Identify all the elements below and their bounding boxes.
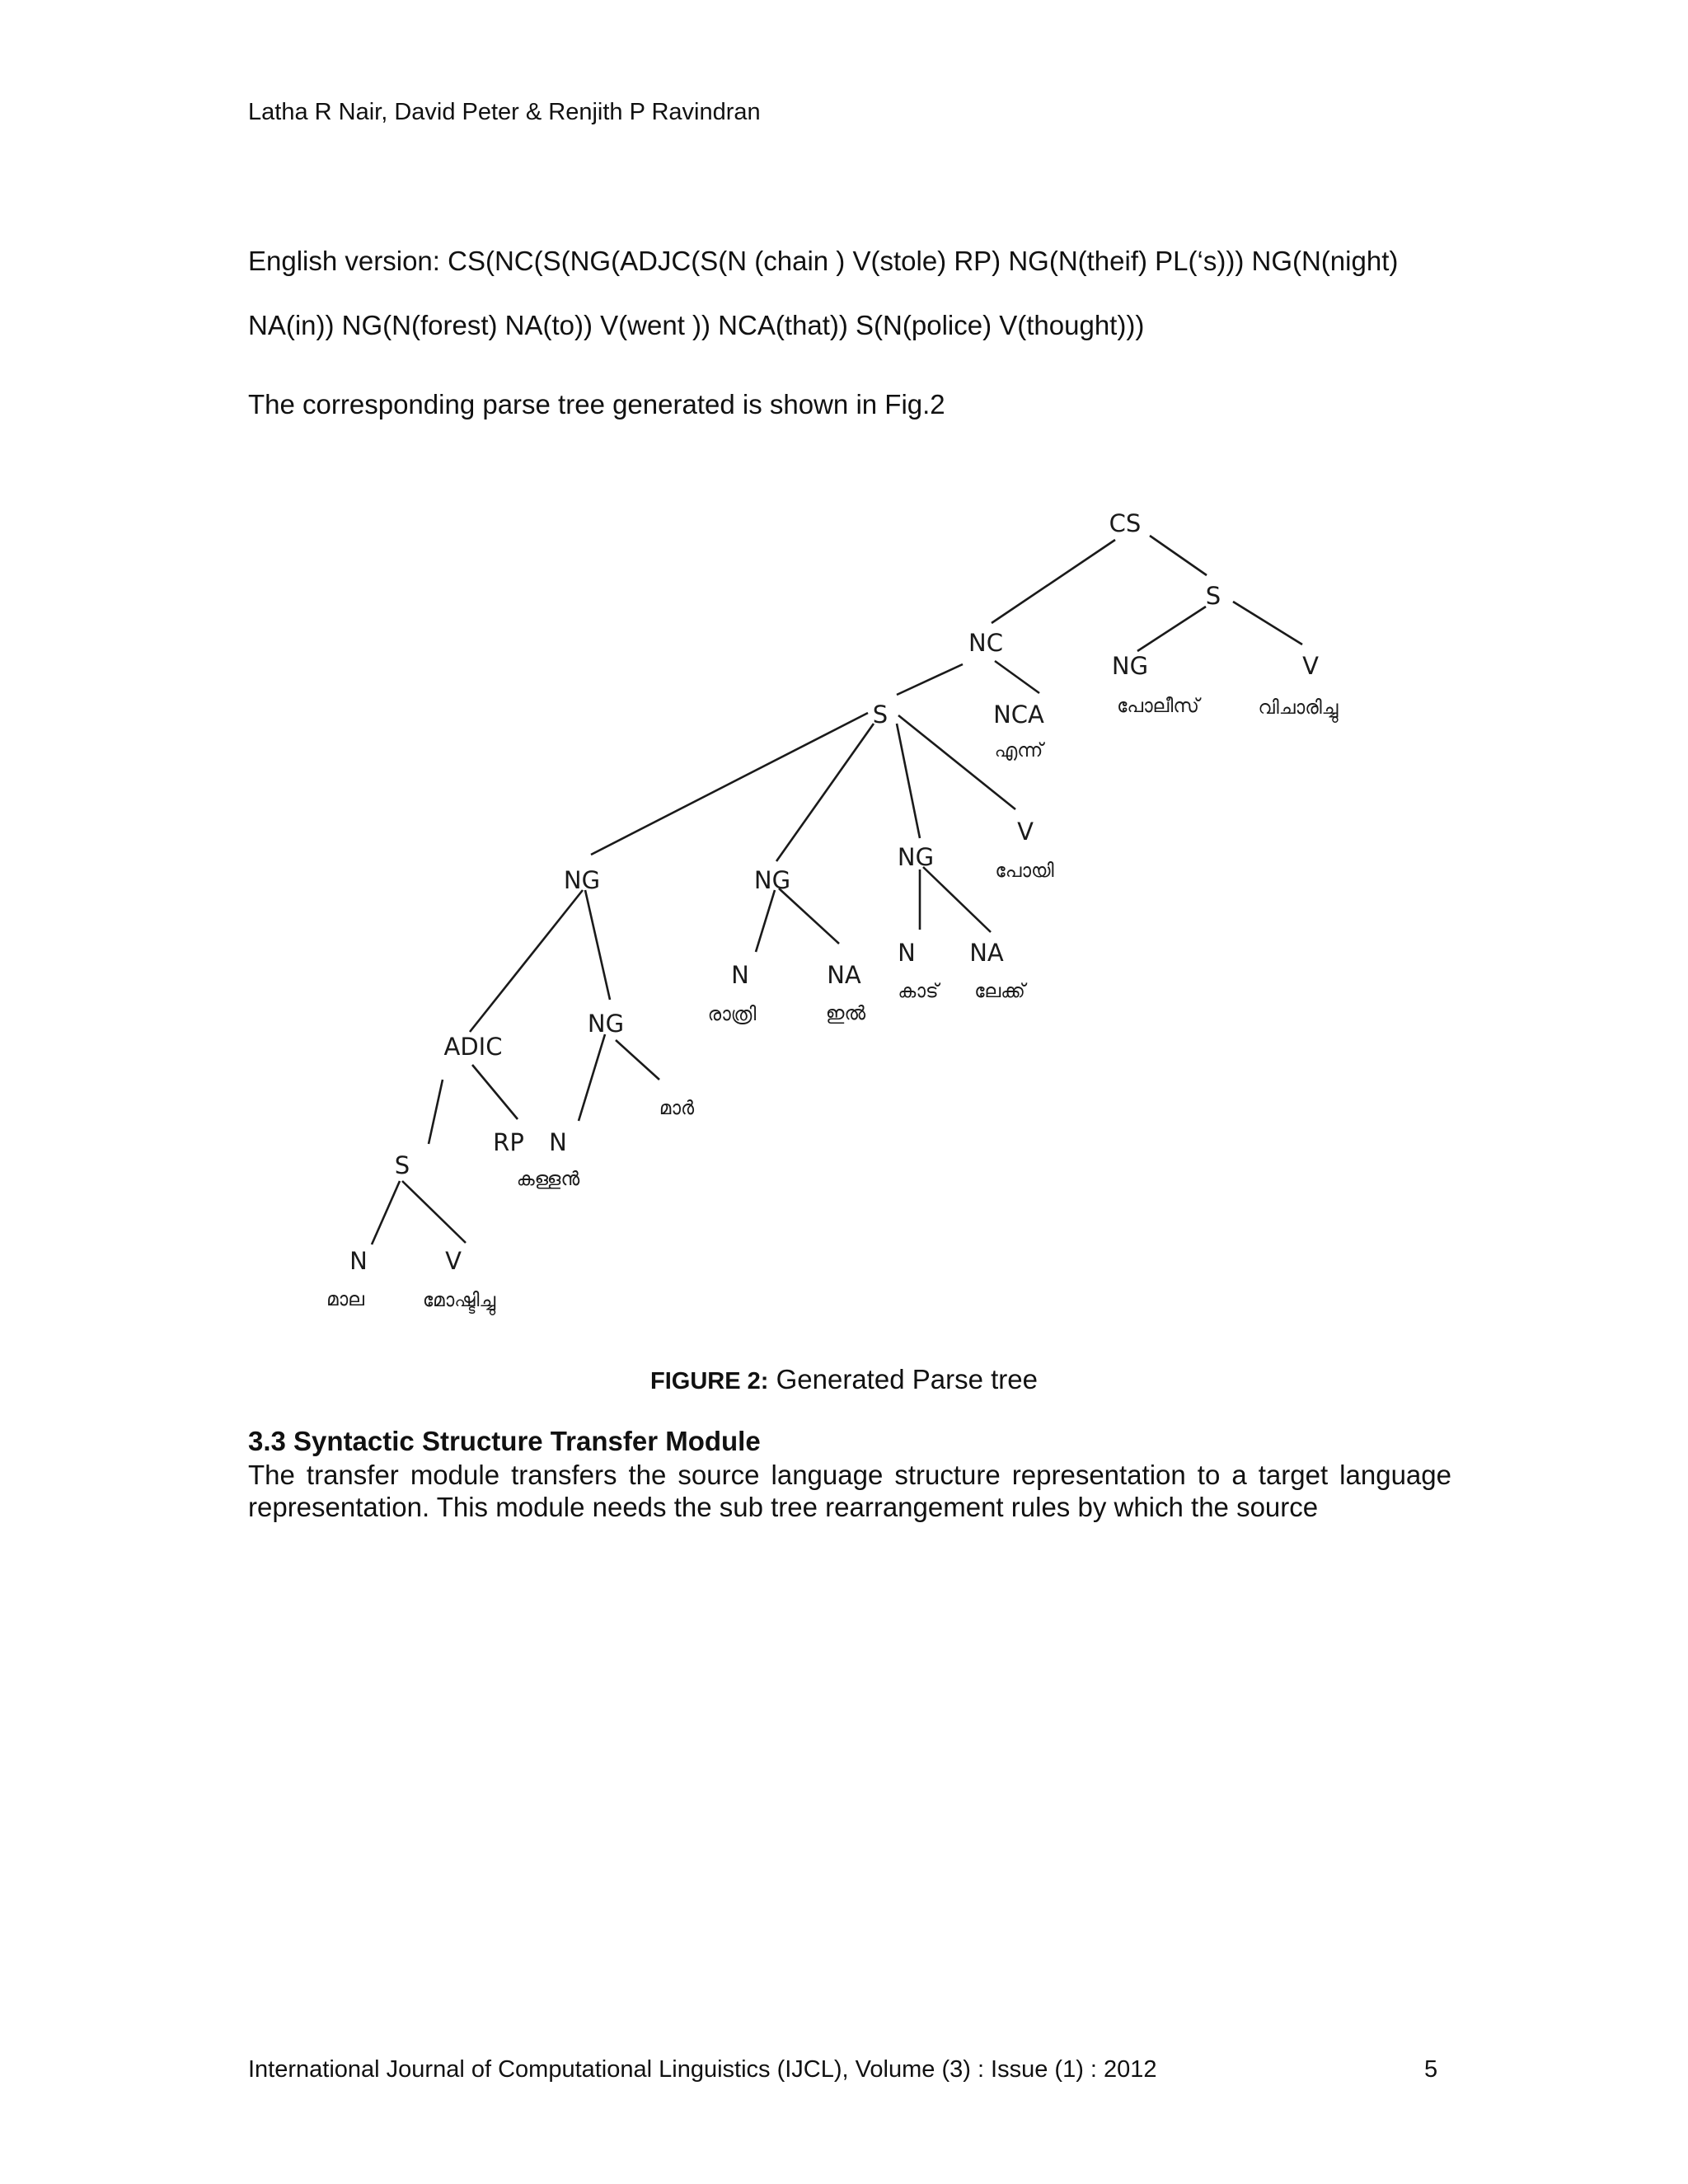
- node-n-chain: N: [349, 1247, 368, 1275]
- section-paragraph: [248, 1459, 1451, 1523]
- node-ng-forest: NG: [897, 843, 935, 871]
- figure-caption-text: Generated Parse tree: [768, 1364, 1038, 1394]
- edge: [470, 890, 583, 1032]
- figure-reference-text: The corresponding parse tree generated is shown in Fig.2: [248, 389, 945, 419]
- node-n-forest: N: [898, 939, 916, 967]
- word-night: രാത്രി: [707, 1004, 757, 1025]
- word-chain: മാല: [326, 1289, 364, 1310]
- node-s-low: S: [394, 1151, 410, 1179]
- node-ng-night: NG: [753, 866, 791, 894]
- figure-caption: [0, 1364, 1688, 1395]
- edge: [923, 867, 991, 932]
- edge: [779, 888, 839, 944]
- word-that: എന്ന്: [994, 740, 1043, 762]
- word-thought: വിചാരിച്ചു: [1258, 697, 1339, 719]
- word-plural: മാർ: [659, 1098, 695, 1119]
- page-number: 5: [1424, 2056, 1438, 2083]
- edge: [372, 1181, 400, 1244]
- edge: [1233, 602, 1302, 644]
- edge: [897, 724, 920, 838]
- running-header: Latha R Nair, David Peter & Renjith P Ravindran: [248, 99, 761, 125]
- edge: [616, 1040, 659, 1080]
- word-to: ലേക്ക്: [974, 981, 1025, 1002]
- node-nc: NC: [968, 629, 1003, 657]
- node-v-stole: V: [445, 1247, 462, 1275]
- tree-malayalam-words: [326, 696, 1339, 1315]
- edge: [472, 1065, 518, 1119]
- node-na-to: NA: [969, 939, 1004, 967]
- node-ng-left: NG: [563, 866, 601, 894]
- edge: [995, 661, 1039, 693]
- edge: [898, 715, 1015, 809]
- edge: [992, 540, 1115, 623]
- edge: [897, 664, 963, 695]
- word-went: പോയി: [995, 860, 1054, 882]
- paragraph-line-2: representation. This module needs the sub tree rearrangement rules by which the source: [248, 1492, 1319, 1522]
- english-version-line-2: NA(in)) NG(N(forest) NA(to)) V(went )) NCA(that)) S(N(police) V(thought))): [248, 310, 1145, 340]
- english-version-line-1: English version: CS(NC(S(NG(ADJC(S(N (chain ) V(stole) RP) NG(N(theif) PL(‘s))) NG(N(night): [248, 246, 1399, 276]
- word-in: ഇൽ: [825, 1003, 866, 1024]
- edge: [591, 713, 868, 855]
- edge: [1137, 607, 1206, 651]
- node-n-thief: N: [549, 1128, 567, 1156]
- node-ng-thief: NG: [587, 1010, 625, 1038]
- node-rp: RP: [493, 1128, 524, 1156]
- word-stole: മോഷ്ടിച്ചു: [422, 1290, 496, 1311]
- node-v-went: V: [1017, 818, 1034, 846]
- word-thief: കള്ളൻ: [516, 1169, 580, 1190]
- edge: [429, 1080, 443, 1144]
- figure-caption-label: FIGURE 2:: [650, 1368, 769, 1394]
- word-forest: കാട്: [898, 981, 939, 1002]
- section-heading: 3.3 Syntactic Structure Transfer Module: [248, 1426, 761, 1456]
- edge: [756, 890, 775, 952]
- edge: [585, 890, 610, 1000]
- node-nca: NCA: [993, 701, 1044, 729]
- word-police: പോലീസ്: [1117, 696, 1199, 717]
- paragraph-line-1: The transfer module transfers the source language structure representation to a target language: [248, 1460, 1451, 1490]
- node-ng-police: NG: [1111, 652, 1149, 680]
- node-na-in: NA: [827, 961, 861, 989]
- node-cs: CS: [1109, 509, 1142, 537]
- edge: [1150, 536, 1207, 575]
- edge: [776, 724, 874, 861]
- node-s-top: S: [1205, 582, 1221, 610]
- edge: [402, 1181, 466, 1243]
- node-v-thought: V: [1302, 652, 1319, 680]
- journal-footer: International Journal of Computational Linguistics (IJCL), Volume (3) : Issue (1) : 2012: [248, 2056, 1157, 2083]
- tree-node-labels: [349, 509, 1319, 1275]
- node-s-mid: S: [872, 701, 889, 729]
- node-adic: ADIC: [443, 1033, 503, 1061]
- node-n-night: N: [731, 961, 749, 989]
- edge: [579, 1034, 605, 1121]
